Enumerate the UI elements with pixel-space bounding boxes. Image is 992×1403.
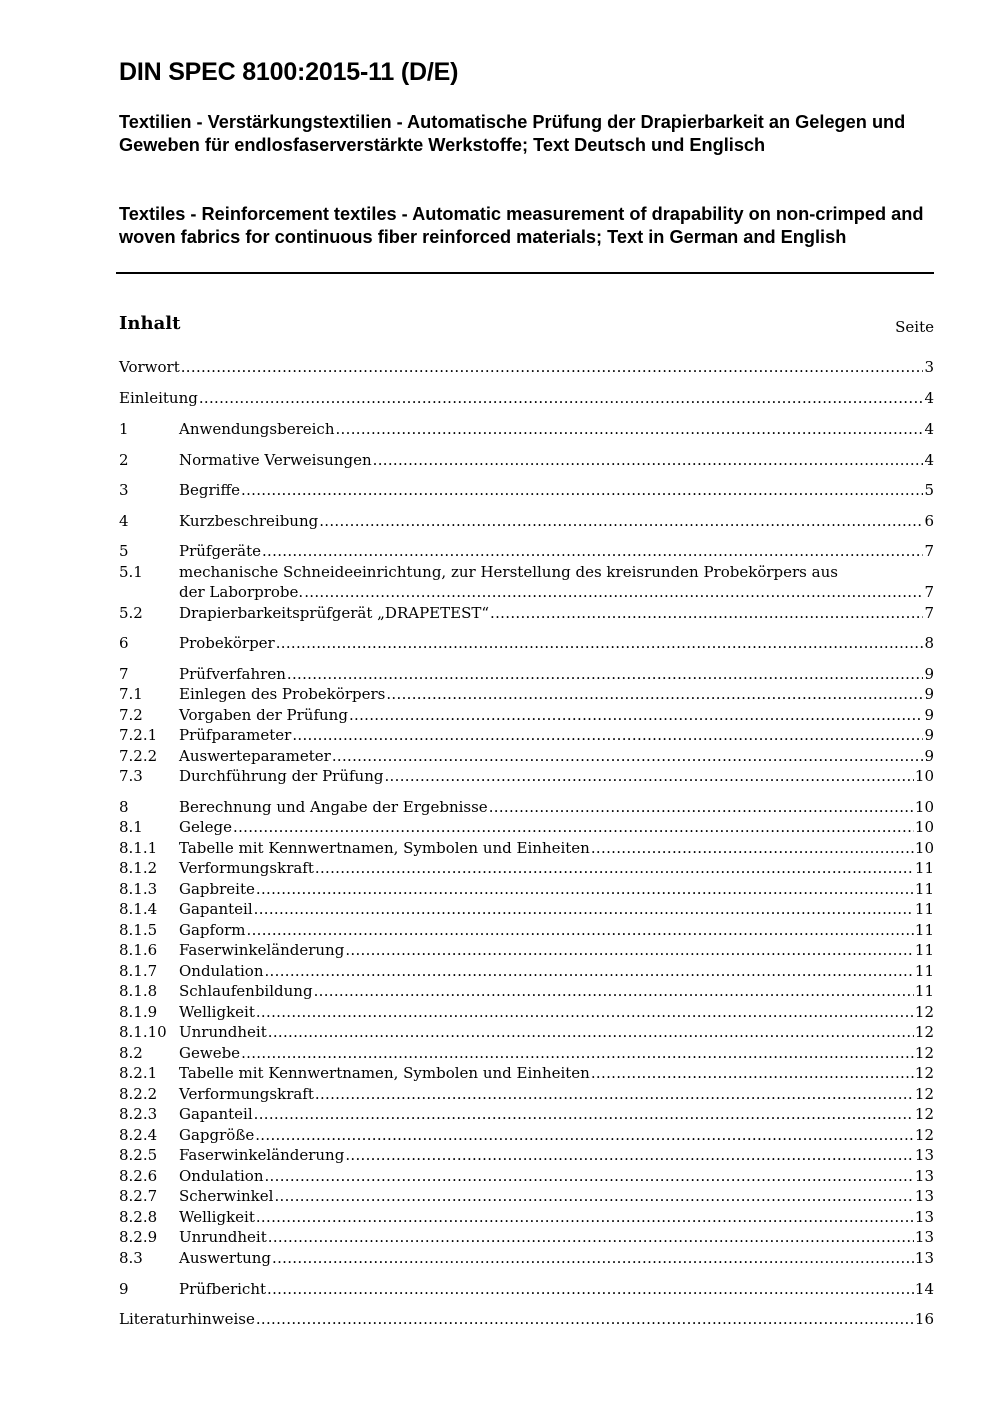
toc-number: 8.2.5 <box>119 1146 158 1164</box>
toc-label: Welligkeit <box>179 1003 255 1021</box>
toc-number: 8.1.5 <box>119 921 158 939</box>
dot-leader <box>264 1166 913 1186</box>
toc-label: Verformungskraft <box>179 1085 314 1103</box>
toc-label: Unrundheit <box>179 1228 267 1246</box>
toc-number: 8.1.10 <box>119 1023 167 1041</box>
toc-number: 7 <box>119 665 129 683</box>
toc-page: 9 <box>924 685 934 703</box>
dot-leader <box>335 419 923 439</box>
toc-label-line2: der Laborprobe. <box>179 583 304 601</box>
dot-leader <box>304 582 923 602</box>
dot-leader <box>591 1063 914 1083</box>
toc-entry-5[interactable] <box>119 541 934 561</box>
toc-number: 3 <box>119 481 129 499</box>
toc-page: 6 <box>924 512 934 530</box>
toc-page: 11 <box>914 962 934 980</box>
dot-leader <box>264 961 913 981</box>
toc-label: Prüfverfahren <box>179 665 286 683</box>
toc-page: 12 <box>914 1105 934 1123</box>
toc-page: 13 <box>914 1249 934 1267</box>
toc-entry-8-2-3[interactable] <box>119 1104 934 1124</box>
dot-leader <box>345 940 914 960</box>
dot-leader <box>256 1309 914 1329</box>
toc-number: 8.1.3 <box>119 880 158 898</box>
page-column-label: Seite <box>895 318 934 336</box>
toc-page: 12 <box>914 1003 934 1021</box>
toc-page: 13 <box>914 1228 934 1246</box>
toc-label: Durchführung der Prüfung <box>179 767 384 785</box>
toc-label: Vorwort <box>119 358 180 376</box>
toc-label: Probekörper <box>179 634 275 652</box>
toc-entry-5-1[interactable] <box>119 562 934 602</box>
dot-leader <box>272 1248 914 1268</box>
toc-number: 4 <box>119 512 129 530</box>
toc-page: 4 <box>924 389 934 407</box>
toc-label: Gapanteil <box>179 900 253 918</box>
toc-label: Gapform <box>179 921 246 939</box>
toc-number: 8.3 <box>119 1249 143 1267</box>
toc-number: 7.3 <box>119 767 143 785</box>
dot-leader <box>256 1002 914 1022</box>
toc-entry-8-2-8[interactable] <box>119 1207 934 1227</box>
toc-label: Auswertung <box>179 1249 272 1267</box>
toc-page: 11 <box>914 880 934 898</box>
toc-entry-7-2-2[interactable] <box>119 746 934 766</box>
toc-number: 5.1 <box>119 563 143 581</box>
toc-entry-einleitung[interactable] <box>119 388 934 408</box>
toc-page: 5 <box>924 481 934 499</box>
toc-label: Schlaufenbildung <box>179 982 313 1000</box>
toc-page: 9 <box>924 665 934 683</box>
toc-entry-8-1-4[interactable] <box>119 899 934 919</box>
toc-entry-8-3[interactable] <box>119 1248 934 1268</box>
toc-entry-8-2-2[interactable] <box>119 1084 934 1104</box>
toc-page: 4 <box>924 420 934 438</box>
toc-number: 8.2.6 <box>119 1167 158 1185</box>
toc-label: Unrundheit <box>179 1023 267 1041</box>
toc-number: 8.1.6 <box>119 941 158 959</box>
toc-number: 7.2.2 <box>119 747 158 765</box>
toc-number: 8.2.4 <box>119 1126 158 1144</box>
toc-label: Welligkeit <box>179 1208 255 1226</box>
toc-number: 8.2.1 <box>119 1064 158 1082</box>
toc-label: Auswerteparameter <box>179 747 331 765</box>
toc-number: 8.2.3 <box>119 1105 158 1123</box>
toc-number: 8.2.8 <box>119 1208 158 1226</box>
toc-number: 7.1 <box>119 685 143 703</box>
dot-leader <box>241 480 923 500</box>
toc-label: Prüfbericht <box>179 1280 267 1298</box>
toc-page: 16 <box>914 1310 934 1328</box>
dot-leader <box>256 1207 914 1227</box>
toc-entry-8-2-9[interactable] <box>119 1227 934 1247</box>
toc-entry-8-1[interactable] <box>119 817 934 837</box>
toc-number: 8.1.4 <box>119 900 158 918</box>
toc-number: 2 <box>119 451 129 469</box>
toc-page: 7 <box>924 604 934 622</box>
toc-number: 6 <box>119 634 129 652</box>
toc-number: 8.2.7 <box>119 1187 158 1205</box>
toc-label: Gapanteil <box>179 1105 253 1123</box>
dot-leader <box>386 684 923 704</box>
title-divider <box>116 272 934 274</box>
dot-leader <box>268 1022 914 1042</box>
toc-number: 8.1.1 <box>119 839 158 857</box>
title-english: Textiles - Reinforcement textiles - Automatic measurement of drapability on non-crimped and woven fabrics for continuous fiber reinforced materials; Text in German and English <box>119 204 924 247</box>
dot-leader <box>384 766 913 786</box>
toc-page: 8 <box>924 634 934 652</box>
dot-leader <box>373 450 924 470</box>
dot-leader <box>267 1279 914 1299</box>
toc-entry-4[interactable] <box>119 511 934 531</box>
toc-number: 8.1.8 <box>119 982 158 1000</box>
toc-entry-7[interactable] <box>119 664 934 684</box>
toc-page: 10 <box>914 767 934 785</box>
dot-leader <box>591 838 914 858</box>
toc-entry-7-2[interactable] <box>119 705 934 725</box>
dot-leader <box>199 388 924 408</box>
toc-entry-3[interactable] <box>119 480 934 500</box>
toc-entry-5-2[interactable] <box>119 603 934 623</box>
dot-leader <box>292 725 923 745</box>
toc-page: 3 <box>924 358 934 376</box>
document-id: DIN SPEC 8100:2015-11 (D/E) <box>119 58 459 86</box>
toc-label: Literaturhinweise <box>119 1310 255 1328</box>
toc-label: Einlegen des Probekörpers <box>179 685 386 703</box>
dot-leader <box>254 899 914 919</box>
toc-entry-8-1-5[interactable] <box>119 920 934 940</box>
toc-page: 12 <box>914 1126 934 1144</box>
dot-leader <box>287 664 924 684</box>
toc-label: Begriffe <box>179 481 241 499</box>
toc-entry-2[interactable] <box>119 450 934 470</box>
dot-leader <box>489 797 914 817</box>
toc-page: 10 <box>914 839 934 857</box>
toc-label: Gapbreite <box>179 880 255 898</box>
toc-number: 8.1.2 <box>119 859 158 877</box>
toc-entry-8-1-10[interactable] <box>119 1022 934 1042</box>
toc-page: 12 <box>914 1023 934 1041</box>
dot-leader <box>268 1227 914 1247</box>
toc-entry-literaturhinweise[interactable] <box>119 1309 934 1329</box>
toc-page: 11 <box>914 921 934 939</box>
toc-page: 13 <box>914 1208 934 1226</box>
toc-entry-8-1-7[interactable] <box>119 961 934 981</box>
dot-leader <box>233 817 914 837</box>
toc-entry-8-1-2[interactable] <box>119 858 934 878</box>
toc-page: 13 <box>914 1187 934 1205</box>
dot-leader <box>256 879 914 899</box>
dot-leader <box>181 357 924 377</box>
toc-number: 7.2 <box>119 706 143 724</box>
toc-number: 5 <box>119 542 129 560</box>
toc-page: 7 <box>924 583 934 601</box>
toc-page: 14 <box>914 1280 934 1298</box>
toc-number: 8 <box>119 798 129 816</box>
toc-label-line2-row <box>179 582 934 602</box>
toc-page: 10 <box>914 818 934 836</box>
toc-number: 7.2.1 <box>119 726 158 744</box>
toc-label: Ondulation <box>179 1167 264 1185</box>
toc-page: 9 <box>924 726 934 744</box>
dot-leader <box>319 511 923 531</box>
toc-heading: Inhalt <box>119 313 181 334</box>
toc-label: Berechnung und Angabe der Ergebnisse <box>179 798 488 816</box>
dot-leader <box>255 1125 914 1145</box>
title-german: Textilien - Verstärkungstextilien - Automatische Prüfung der Drapierbarkeit an Gelegen und Geweben für endlosfaserverstärkte Werkstoffe; Text Deutsch und Englisch <box>119 112 906 155</box>
dot-leader <box>254 1104 914 1124</box>
toc-entry-6[interactable] <box>119 633 934 653</box>
toc-page: 11 <box>914 900 934 918</box>
dot-leader <box>332 746 924 766</box>
toc-page: 12 <box>914 1085 934 1103</box>
toc-number: 5.2 <box>119 604 143 622</box>
toc-entry-7-2-1[interactable] <box>119 725 934 745</box>
dot-leader <box>345 1145 914 1165</box>
toc-label: Gapgröße <box>179 1126 255 1144</box>
toc-entry-8[interactable] <box>119 797 934 817</box>
toc-entry-8-1-3[interactable] <box>119 879 934 899</box>
toc-entry-8-2-6[interactable] <box>119 1166 934 1186</box>
toc-label: Prüfgeräte <box>179 542 261 560</box>
toc-number: 9 <box>119 1280 129 1298</box>
dot-leader <box>349 705 924 725</box>
toc-entry-8-2[interactable] <box>119 1043 934 1063</box>
toc-label: Anwendungsbereich <box>179 420 335 438</box>
dot-leader <box>247 920 914 940</box>
dot-leader <box>241 1043 914 1063</box>
toc-label: Drapierbarkeitsprüfgerät „DRAPETEST“ <box>179 604 490 622</box>
toc-page: 12 <box>914 1064 934 1082</box>
dot-leader <box>314 981 914 1001</box>
toc-number: 1 <box>119 420 129 438</box>
toc-number: 8.1 <box>119 818 143 836</box>
toc-entry-vorwort[interactable] <box>119 357 934 377</box>
dot-leader <box>315 1084 914 1104</box>
toc-entry-7-3[interactable] <box>119 766 934 786</box>
toc-entry-7-1[interactable] <box>119 684 934 704</box>
toc-entry-8-1-8[interactable] <box>119 981 934 1001</box>
toc-label: Prüfparameter <box>179 726 292 744</box>
toc-label: Tabelle mit Kennwertnamen, Symbolen und Einheiten <box>179 839 590 857</box>
toc-label: Faserwinkeländerung <box>179 1146 345 1164</box>
toc-number: 8.2.2 <box>119 1085 158 1103</box>
toc-page: 12 <box>914 1044 934 1062</box>
dot-leader <box>262 541 923 561</box>
toc-entry-8-2-5[interactable] <box>119 1145 934 1165</box>
toc-entry-1[interactable] <box>119 419 934 439</box>
dot-leader <box>274 1186 913 1206</box>
dot-leader <box>276 633 924 653</box>
dot-leader <box>490 603 923 623</box>
toc-entry-8-1-9[interactable] <box>119 1002 934 1022</box>
toc-label: Ondulation <box>179 962 264 980</box>
toc-label-line1: mechanische Schneideeinrichtung, zur Herstellung des kreisrunden Probekörpers aus <box>179 563 838 581</box>
toc-page: 10 <box>914 798 934 816</box>
toc-page: 11 <box>914 859 934 877</box>
toc-entry-8-2-7[interactable] <box>119 1186 934 1206</box>
toc-label: Normative Verweisungen <box>179 451 372 469</box>
toc-page: 9 <box>924 747 934 765</box>
toc-label: Gewebe <box>179 1044 241 1062</box>
toc-entry-9[interactable] <box>119 1279 934 1299</box>
toc-number: 8.2.9 <box>119 1228 158 1246</box>
toc-label: Vorgaben der Prüfung <box>179 706 348 724</box>
toc-page: 7 <box>924 542 934 560</box>
toc-label: Kurzbeschreibung <box>179 512 319 530</box>
toc-entry-8-2-1[interactable] <box>119 1063 934 1083</box>
toc-label: Tabelle mit Kennwertnamen, Symbolen und Einheiten <box>179 1064 590 1082</box>
toc-page: 11 <box>914 982 934 1000</box>
toc-number: 8.1.7 <box>119 962 158 980</box>
toc-page: 13 <box>914 1146 934 1164</box>
toc-label: Einleitung <box>119 389 198 407</box>
toc-page: 11 <box>914 941 934 959</box>
dot-leader <box>315 858 914 878</box>
toc-label: Verformungskraft <box>179 859 314 877</box>
toc-number: 8.2 <box>119 1044 143 1062</box>
toc-entry-8-2-4[interactable] <box>119 1125 934 1145</box>
toc-page: 13 <box>914 1167 934 1185</box>
toc-label: Scherwinkel <box>179 1187 274 1205</box>
toc-entry-8-1-1[interactable] <box>119 838 934 858</box>
toc-entry-8-1-6[interactable] <box>119 940 934 960</box>
toc-label: Faserwinkeländerung <box>179 941 345 959</box>
toc-label: Gelege <box>179 818 233 836</box>
toc-page: 4 <box>924 451 934 469</box>
toc-number: 8.1.9 <box>119 1003 158 1021</box>
toc-page: 9 <box>924 706 934 724</box>
